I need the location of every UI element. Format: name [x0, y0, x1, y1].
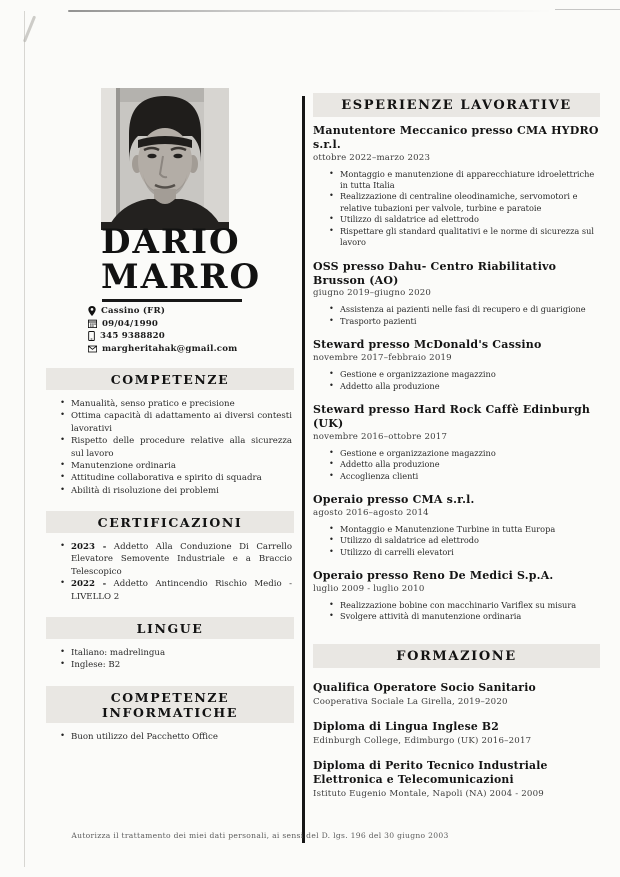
certificazione-text: Addetto Alla Conduzione Di Carrello Elevatore Semovente Industriale e a Braccio Telescopico [71, 542, 293, 577]
job-bullet: • Utilizzo di saldatrice ad elettrodo [329, 535, 598, 546]
education-entry [313, 759, 600, 799]
job-bullets [313, 369, 600, 392]
certificazione-year: 2023 - [71, 542, 107, 552]
competenze-item: • Attitudine collaborativa e spirito di squadra [60, 472, 292, 484]
job-title: Operaio presso CMA s.r.l. [313, 493, 475, 507]
lingua-item: • Inglese: B2 [60, 659, 292, 671]
job-title: Steward presso McDonald's Cassino [313, 338, 542, 352]
job-title: Operaio presso Reno De Medici S.p.A. [313, 569, 554, 583]
job-entry [313, 338, 600, 392]
scan-edge-artifact [24, 11, 25, 867]
job-dates: giugno 2019–giugno 2020 [313, 288, 432, 299]
job-bullet: • Rispettare gli standard qualitativi e le norme di sicurezza sul lavoro [329, 226, 598, 249]
education-detail: Edinburgh College, Edimburgo (UK) 2016–2017 [313, 736, 532, 747]
education-entry [313, 720, 600, 746]
job-bullet: • Trasporto pazienti [329, 316, 598, 327]
education-entry [313, 681, 600, 707]
job-entry [313, 124, 600, 249]
job-bullets [313, 304, 600, 327]
job-bullets [313, 600, 600, 623]
certificazione-item [60, 578, 292, 603]
job-dates: novembre 2016–ottobre 2017 [313, 431, 448, 442]
privacy-note: Autorizza il trattamento dei miei dati personali, ai sensi del D. lgs. 196 del 30 giugno 2003 [71, 831, 449, 840]
job-bullet: • Assistenza ai pazienti nelle fasi di recupero e di guarigione [329, 304, 598, 315]
job-bullet: • Montaggio e Manutenzione Turbine in tutta Europa [329, 524, 598, 535]
section-header-formazione: FORMAZIONE [313, 644, 600, 668]
job-title: OSS presso Dahu- Centro Riabilitativo Brusson (AO) [313, 259, 557, 287]
person-first-name: DARIO [101, 222, 241, 262]
lingua-item: • Italiano: madrelingua [60, 647, 292, 659]
job-bullet: • Realizzazione bobine con macchinario Variflex su misura [329, 600, 598, 611]
job-dates: luglio 2009 - luglio 2010 [313, 583, 425, 594]
certificazione-year: 2022 - [71, 579, 107, 590]
job-bullet: • Utilizzo di saldatrice ad elettrodo [329, 214, 598, 225]
job-entry [313, 403, 600, 482]
job-bullet: • Montaggio e manutenzione di apparecchiature idroelettriche in tutta Italia [329, 169, 598, 192]
certificazione-text: Addetto Antincendio Rischio Medio - LIVELLO 2 [71, 579, 292, 602]
competenze-item: • Manutenzione ordinaria [60, 460, 292, 472]
location-pin-icon [88, 306, 96, 316]
certificazioni-list [46, 541, 294, 603]
job-dates: novembre 2017–febbraio 2019 [313, 353, 452, 364]
education-list [313, 681, 600, 799]
phone-icon [88, 331, 95, 341]
profile-photo [101, 88, 229, 230]
job-bullet: • Accoglienza clienti [329, 471, 598, 482]
job-list [313, 124, 600, 623]
education-title: Qualifica Operatore Socio Sanitario [313, 680, 536, 694]
contact-phone-text: 345 9388820 [100, 331, 165, 341]
contact-birthdate [88, 319, 298, 329]
competenze-item: • Rispetto delle procedure relative alla sicurezza sul lavoro [60, 435, 292, 460]
sidebar-sections [46, 368, 294, 757]
competenze-item: • Manualità, senso pratico e precisione [60, 398, 292, 410]
job-entry [313, 569, 600, 623]
job-bullet: • Addetto alla produzione [329, 381, 598, 392]
job-bullet: • Svolgere attività di manutenzione ordinaria [329, 611, 598, 622]
lingue-list [46, 647, 294, 672]
job-title: Manutentore Meccanico presso CMA HYDRO s.r.l. [313, 124, 599, 151]
job-dates: ottobre 2022–marzo 2023 [313, 152, 431, 163]
job-dates: agosto 2016–agosto 2014 [313, 507, 429, 518]
contact-block [88, 306, 298, 356]
job-title: Steward presso Hard Rock Caffè Edinburgh (UK) [313, 403, 591, 430]
job-bullets [313, 524, 600, 558]
contact-location [88, 306, 298, 316]
job-bullet: • Gestione e organizzazione magazzino [329, 448, 598, 459]
section-header-competenze-informatiche: COMPETENZE INFORMATICHE [46, 686, 294, 723]
calendar-icon [88, 319, 97, 328]
education-title: Diploma di Lingua Inglese B2 [313, 719, 499, 733]
contact-email [88, 344, 298, 354]
contact-location-text: Cassino (FR) [101, 306, 166, 316]
job-bullets [313, 169, 600, 249]
scan-edge-artifact [68, 10, 552, 12]
contact-birthdate-text: 09/04/1990 [102, 318, 159, 329]
education-title: Diploma di Perito Tecnico Industriale Elettronica e Telecomunicazioni [313, 759, 548, 787]
job-bullets [313, 448, 600, 482]
job-bullet: • Gestione e organizzazione magazzino [329, 369, 598, 380]
contact-email-text: margheritahak@gmail.com [102, 343, 238, 354]
competenze-list [46, 398, 294, 497]
competenze-informatiche-list [46, 731, 294, 743]
person-last-name: MARRO [101, 257, 262, 298]
job-entry [313, 493, 600, 558]
competenze-item: • Ottima capacità di adattamento ai diversi contesti lavorativi [60, 410, 292, 435]
education-detail: Istituto Eugenio Montale, Napoli (NA) 2004 - 2009 [313, 789, 544, 800]
main-sections [313, 93, 600, 812]
column-divider-line [302, 96, 305, 843]
job-bullet: • Utilizzo di carrelli elevatori [329, 547, 598, 558]
competenze-item: • Abilità di risoluzione dei problemi [60, 485, 292, 497]
education-detail: Cooperativa Sociale La Girella, 2019–2020 [313, 696, 508, 707]
competenza-informatica-item: • Buon utilizzo del Pacchetto Office [60, 731, 292, 743]
certificazione-item [60, 541, 292, 578]
email-icon [88, 345, 97, 353]
contact-phone [88, 331, 298, 341]
section-header-esperienze: ESPERIENZE LAVORATIVE [313, 93, 600, 117]
scan-edge-artifact [555, 9, 620, 10]
section-header-competenze: COMPETENZE [46, 368, 294, 390]
job-bullet: • Realizzazione di centraline oleodinamiche, servomotori e relative tubazioni per valvole, turbine e paratoie [329, 191, 598, 214]
section-header-certificazioni: CERTIFICAZIONI [46, 511, 294, 533]
name-divider-rule [102, 299, 242, 302]
job-bullet: • Addetto alla produzione [329, 459, 598, 470]
person-name [101, 222, 262, 298]
job-entry [313, 260, 600, 327]
section-header-lingue: LINGUE [46, 617, 294, 639]
